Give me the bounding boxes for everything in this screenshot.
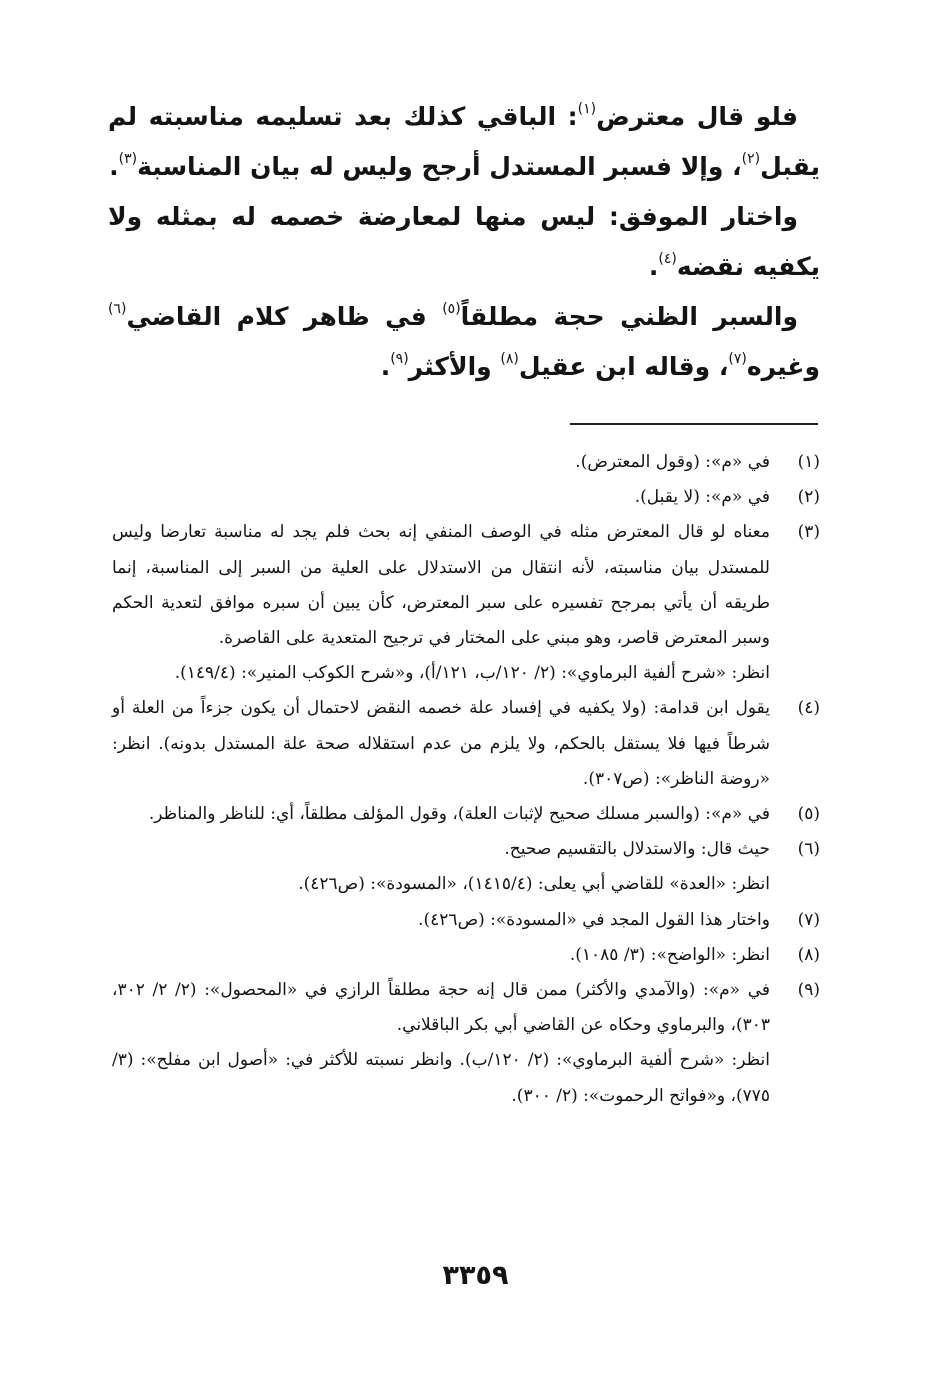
footnote-text (112, 445, 770, 480)
footnote-number: (١) (797, 452, 820, 472)
footnote-2 (112, 480, 820, 515)
footnotes (112, 445, 820, 1114)
footnote-ref-1[interactable]: (١) (577, 101, 597, 117)
main-paragraph-1 (108, 92, 820, 192)
footnote-reference (112, 1043, 770, 1113)
footnote-7 (112, 903, 820, 938)
footnote-line: طريقه أن يأتي بمرجح تفسيره على سبر المعترض، كأن يبين أن سبره موافق لتعدية الحكم (112, 592, 770, 613)
footnote-line: (٢/ ٢/ ٣٠٢، ٣٠٣)، والبرماوي وحكاه عن القاضي أبي بكر الباقلاني. (112, 980, 770, 1036)
footnote-number: (٣) (797, 522, 820, 543)
footnote-text (112, 691, 770, 797)
footnote-ref-6[interactable]: (٦) (108, 301, 127, 317)
footnote-line: للمستدل بيان مناسبته، لأنه انتقال من الاستدلال على العلية من السبر إلى المناسبة، إنما (112, 557, 770, 578)
footnote-ref-9[interactable]: (٩) (390, 351, 409, 367)
footnote-ref-8[interactable]: (٨) (500, 351, 519, 367)
text-run: فلو قال معترض (596, 102, 798, 131)
text-run: واختار الموفق: ليس منها لمعارضة خصمه له بمثله ولا يكفيه نقضه (108, 202, 820, 281)
footnote-number: (٩) (797, 980, 820, 1001)
footnote-line: في «م»: (والآمدي والأكثر) ممن قال إنه حجة مطلقاً الرازي في «المحصول»: (204, 980, 770, 1001)
page-number: ٣٣٥٩ (442, 1260, 509, 1291)
footnote-number: (٤) (797, 698, 820, 719)
footnote-text (112, 480, 770, 515)
footnote-line: في «م»: (وقول المعترض). (575, 452, 770, 472)
footnote-9 (112, 973, 820, 1114)
footnote-line: يقول ابن قدامة: (ولا يكفيه في إفساد علة خصمه النقض لاحتمال أن يكون جزءاً من (171, 698, 771, 719)
footnote-text (112, 832, 770, 902)
footnote-line: بدونه). انظر: «روضة الناظر»: (ص٣٠٧). (112, 733, 770, 789)
footnote-text (112, 797, 770, 832)
footnote-line: (١٤٩/٤). (174, 663, 236, 684)
footnote-line: في «م»: (والسبر مسلك صحيح لإثبات العلة)، وقول المؤلف مطلقاً، أي: للناظر والمناظر. (148, 804, 770, 825)
footnote-number: (٥) (797, 804, 820, 825)
footnote-line: واختار هذا القول المجد في «المسودة»: (ص٤٢٦). (418, 909, 770, 930)
text-run: وغيره (746, 352, 820, 381)
footnote-number: (٧) (797, 909, 820, 930)
footnote-line: العلة أو شرطاً فيها فلا يستقل بالحكم، ولا يلزم من عدم استقلاله صحة علة المستدل (112, 698, 770, 754)
footnote-1 (112, 445, 820, 480)
footnote-number: (٦) (797, 839, 820, 860)
text-run: والأكثر (408, 352, 492, 381)
footnote-4 (112, 691, 820, 797)
text-run: . (648, 252, 659, 281)
text-run: . (380, 352, 391, 381)
footnote-3 (112, 515, 820, 691)
footnote-6 (112, 832, 820, 902)
footnote-line: حيث قال: والاستدلال بالتقسيم صحيح. (504, 839, 770, 860)
footnote-line: مفلح»: (٣/ ٧٧٥)، و«فواتح الرحموت»: (٢/ ٣٠٠). (112, 1050, 770, 1106)
footnote-line: وسبر المعترض قاصر، وهو مبني على المختار في ترجيح المتعدية على القاصرة. (218, 628, 770, 649)
text-run: والسبر الظني حجة مطلقاً (460, 302, 798, 331)
text-run: : الباقي كذلك بعد تسليمه مناسبته لم يقبل (108, 102, 820, 181)
footnote-line: انظر: «الواضح»: (٣/ ١٠٨٥). (569, 944, 770, 965)
footnote-text (112, 515, 770, 691)
footnote-divider (570, 423, 818, 425)
main-text (108, 92, 820, 392)
footnote-ref-2[interactable]: (٢) (741, 151, 761, 167)
footnote-line: انظر: «شرح ألفية البرماوي»: (٢/ ١٢٠/ب). وانظر نسبته للأكثر في: «أصول ابن (198, 1050, 770, 1071)
text-run: ، وقاله ابن عقيل (518, 352, 729, 381)
text-run: . (109, 152, 119, 181)
footnote-line: في «م»: (لا يقبل). (634, 487, 770, 508)
footnote-5 (112, 797, 820, 832)
footnote-number: (٨) (797, 944, 820, 965)
footnote-text (112, 973, 770, 1114)
footnote-line: انظر: «العدة» للقاضي أبي يعلى: (١٤١٥/٤)، «المسودة»: (ص٤٢٦). (298, 874, 770, 895)
main-paragraph-2 (108, 192, 820, 292)
footnote-ref-4[interactable]: (٤) (658, 251, 677, 267)
footnote-text (112, 938, 770, 973)
footnote-text (112, 903, 770, 938)
footnote-reference (112, 656, 770, 691)
footnote-ref-5[interactable]: (٥) (442, 301, 461, 317)
footnote-ref-3[interactable]: (٣) (118, 151, 138, 167)
footnote-number: (٢) (797, 487, 820, 508)
footnote-line: انظر: «شرح ألفية البرماوي»: (٢/ ١٢٠/ب، ١٢١/أ)، و«شرح الكوكب المنير»: (241, 663, 770, 684)
text-run: ، وإلا فسبر المستدل أرجح وليس له بيان المناسبة (137, 152, 742, 181)
footnote-ref-7[interactable]: (٧) (728, 351, 747, 367)
main-paragraph-3 (108, 292, 820, 392)
text-run: في ظاهر كلام القاضي (126, 302, 427, 331)
footnote-8 (112, 938, 820, 973)
footnote-line: معناه لو قال المعترض مثله في الوصف المنفي إنه بحث فلم يجد له مناسبة تعارضا وليس (112, 522, 770, 543)
